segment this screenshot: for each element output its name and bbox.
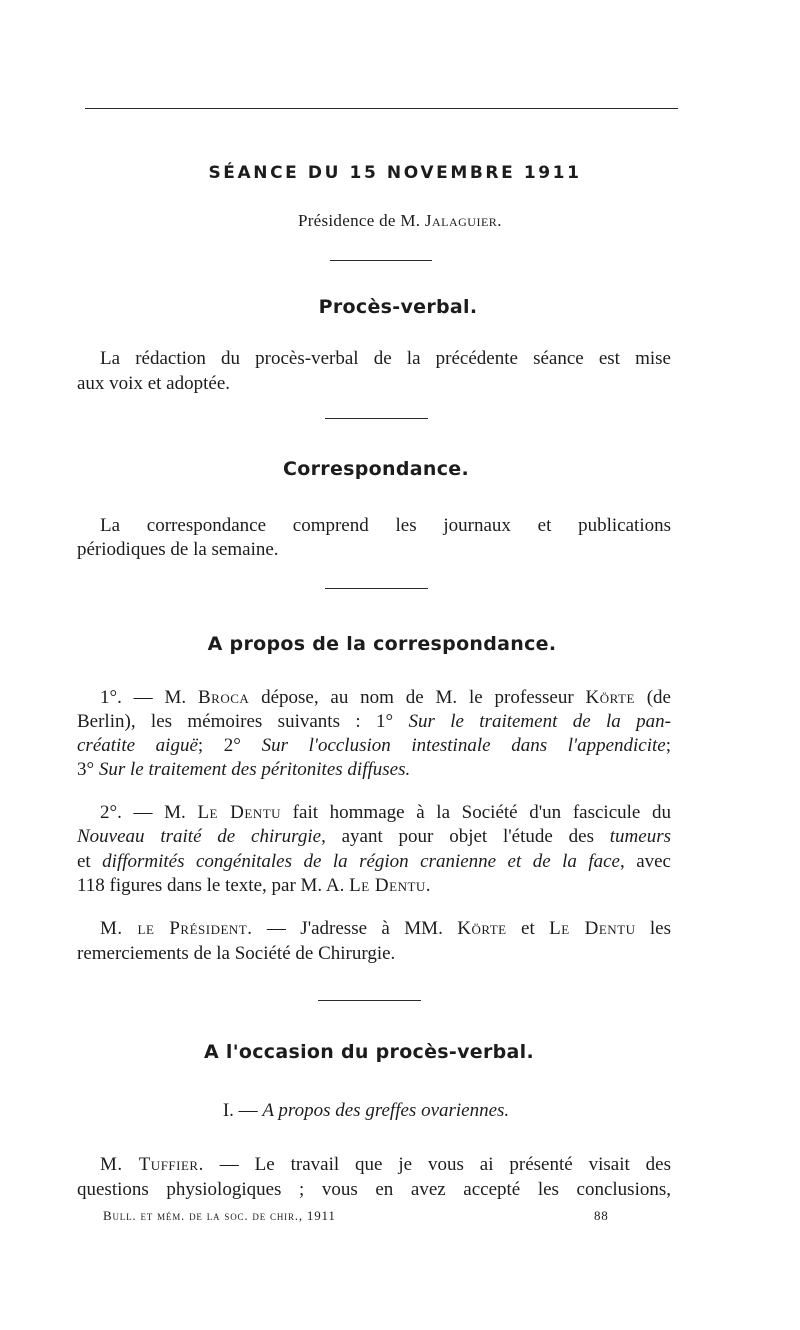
presidence-line <box>0 211 800 231</box>
broca-para-line-1: 1°. — M. Broca dépose, au nom de M. le professeur Körte (de <box>100 687 671 708</box>
tuffier-para-line-1: M. Tuffier. — Le travail que je vous ai présenté visait des <box>100 1154 671 1175</box>
president-para-line-1: M. le Président. — J'adresse à MM. Körte et Le Dentu les <box>100 918 671 939</box>
seance-title: SÉANCE DU 15 NOVEMBRE 1911 <box>208 163 582 183</box>
section-divider <box>318 1000 421 1001</box>
broca-para-line-4: 3° Sur le traitement des péritonites diffuses. <box>77 759 411 780</box>
section-divider <box>330 260 432 261</box>
le-dentu-para-line-2: Nouveau traité de chirurgie, ayant pour objet l'étude des tumeurs <box>77 826 671 847</box>
heading-a-propos-correspondance: A propos de la correspondance. <box>207 633 557 655</box>
president-name: Jalaguier. <box>424 211 503 230</box>
broca-para-line-2: Berlin), les mémoires suivants : 1° Sur le traitement de la pan- <box>77 711 671 732</box>
section-divider <box>325 418 428 419</box>
correspondance-line-2: périodiques de la semaine. <box>77 539 279 560</box>
footer-page-number: 88 <box>594 1208 609 1223</box>
tuffier-para-line-2: questions physiologiques ; vous en avez accepté les conclusions, <box>77 1179 671 1200</box>
broca-para-line-3: créatite aiguë; 2° Sur l'occlusion intestinale dans l'appendicite; <box>77 735 671 756</box>
le-dentu-para-line-4: 118 figures dans le texte, par M. A. Le Dentu. <box>77 875 432 896</box>
correspondance-line-1: La correspondance comprend les journaux et publications <box>100 515 671 536</box>
top-rule <box>85 108 678 109</box>
heading-occasion-proces-verbal: A l'occasion du procès-verbal. <box>204 1041 534 1063</box>
le-dentu-para-line-3: et difformités congénitales de la région cranienne et de la face, avec <box>77 851 671 872</box>
proces-verbal-line-2: aux voix et adoptée. <box>77 373 231 394</box>
section-divider <box>325 588 428 589</box>
footer-journal-reference: Bull. et mém. de la soc. de chir., 1911 <box>103 1208 336 1223</box>
heading-correspondance: Correspondance. <box>283 458 469 480</box>
heading-proces-verbal: Procès-verbal. <box>318 296 478 318</box>
proces-verbal-line-1: La rédaction du procès-verbal de la précédente séance est mise <box>100 348 671 369</box>
president-para-line-2: remerciements de la Société de Chirurgie. <box>77 943 396 964</box>
le-dentu-para-line-1: 2°. — M. Le Dentu fait hommage à la Société d'un fascicule du <box>100 802 671 823</box>
presidence-prefix: Présidence de M. <box>297 211 425 230</box>
subheading-greffes-ovariennes: I. — A propos des greffes ovariennes. <box>222 1100 510 1121</box>
